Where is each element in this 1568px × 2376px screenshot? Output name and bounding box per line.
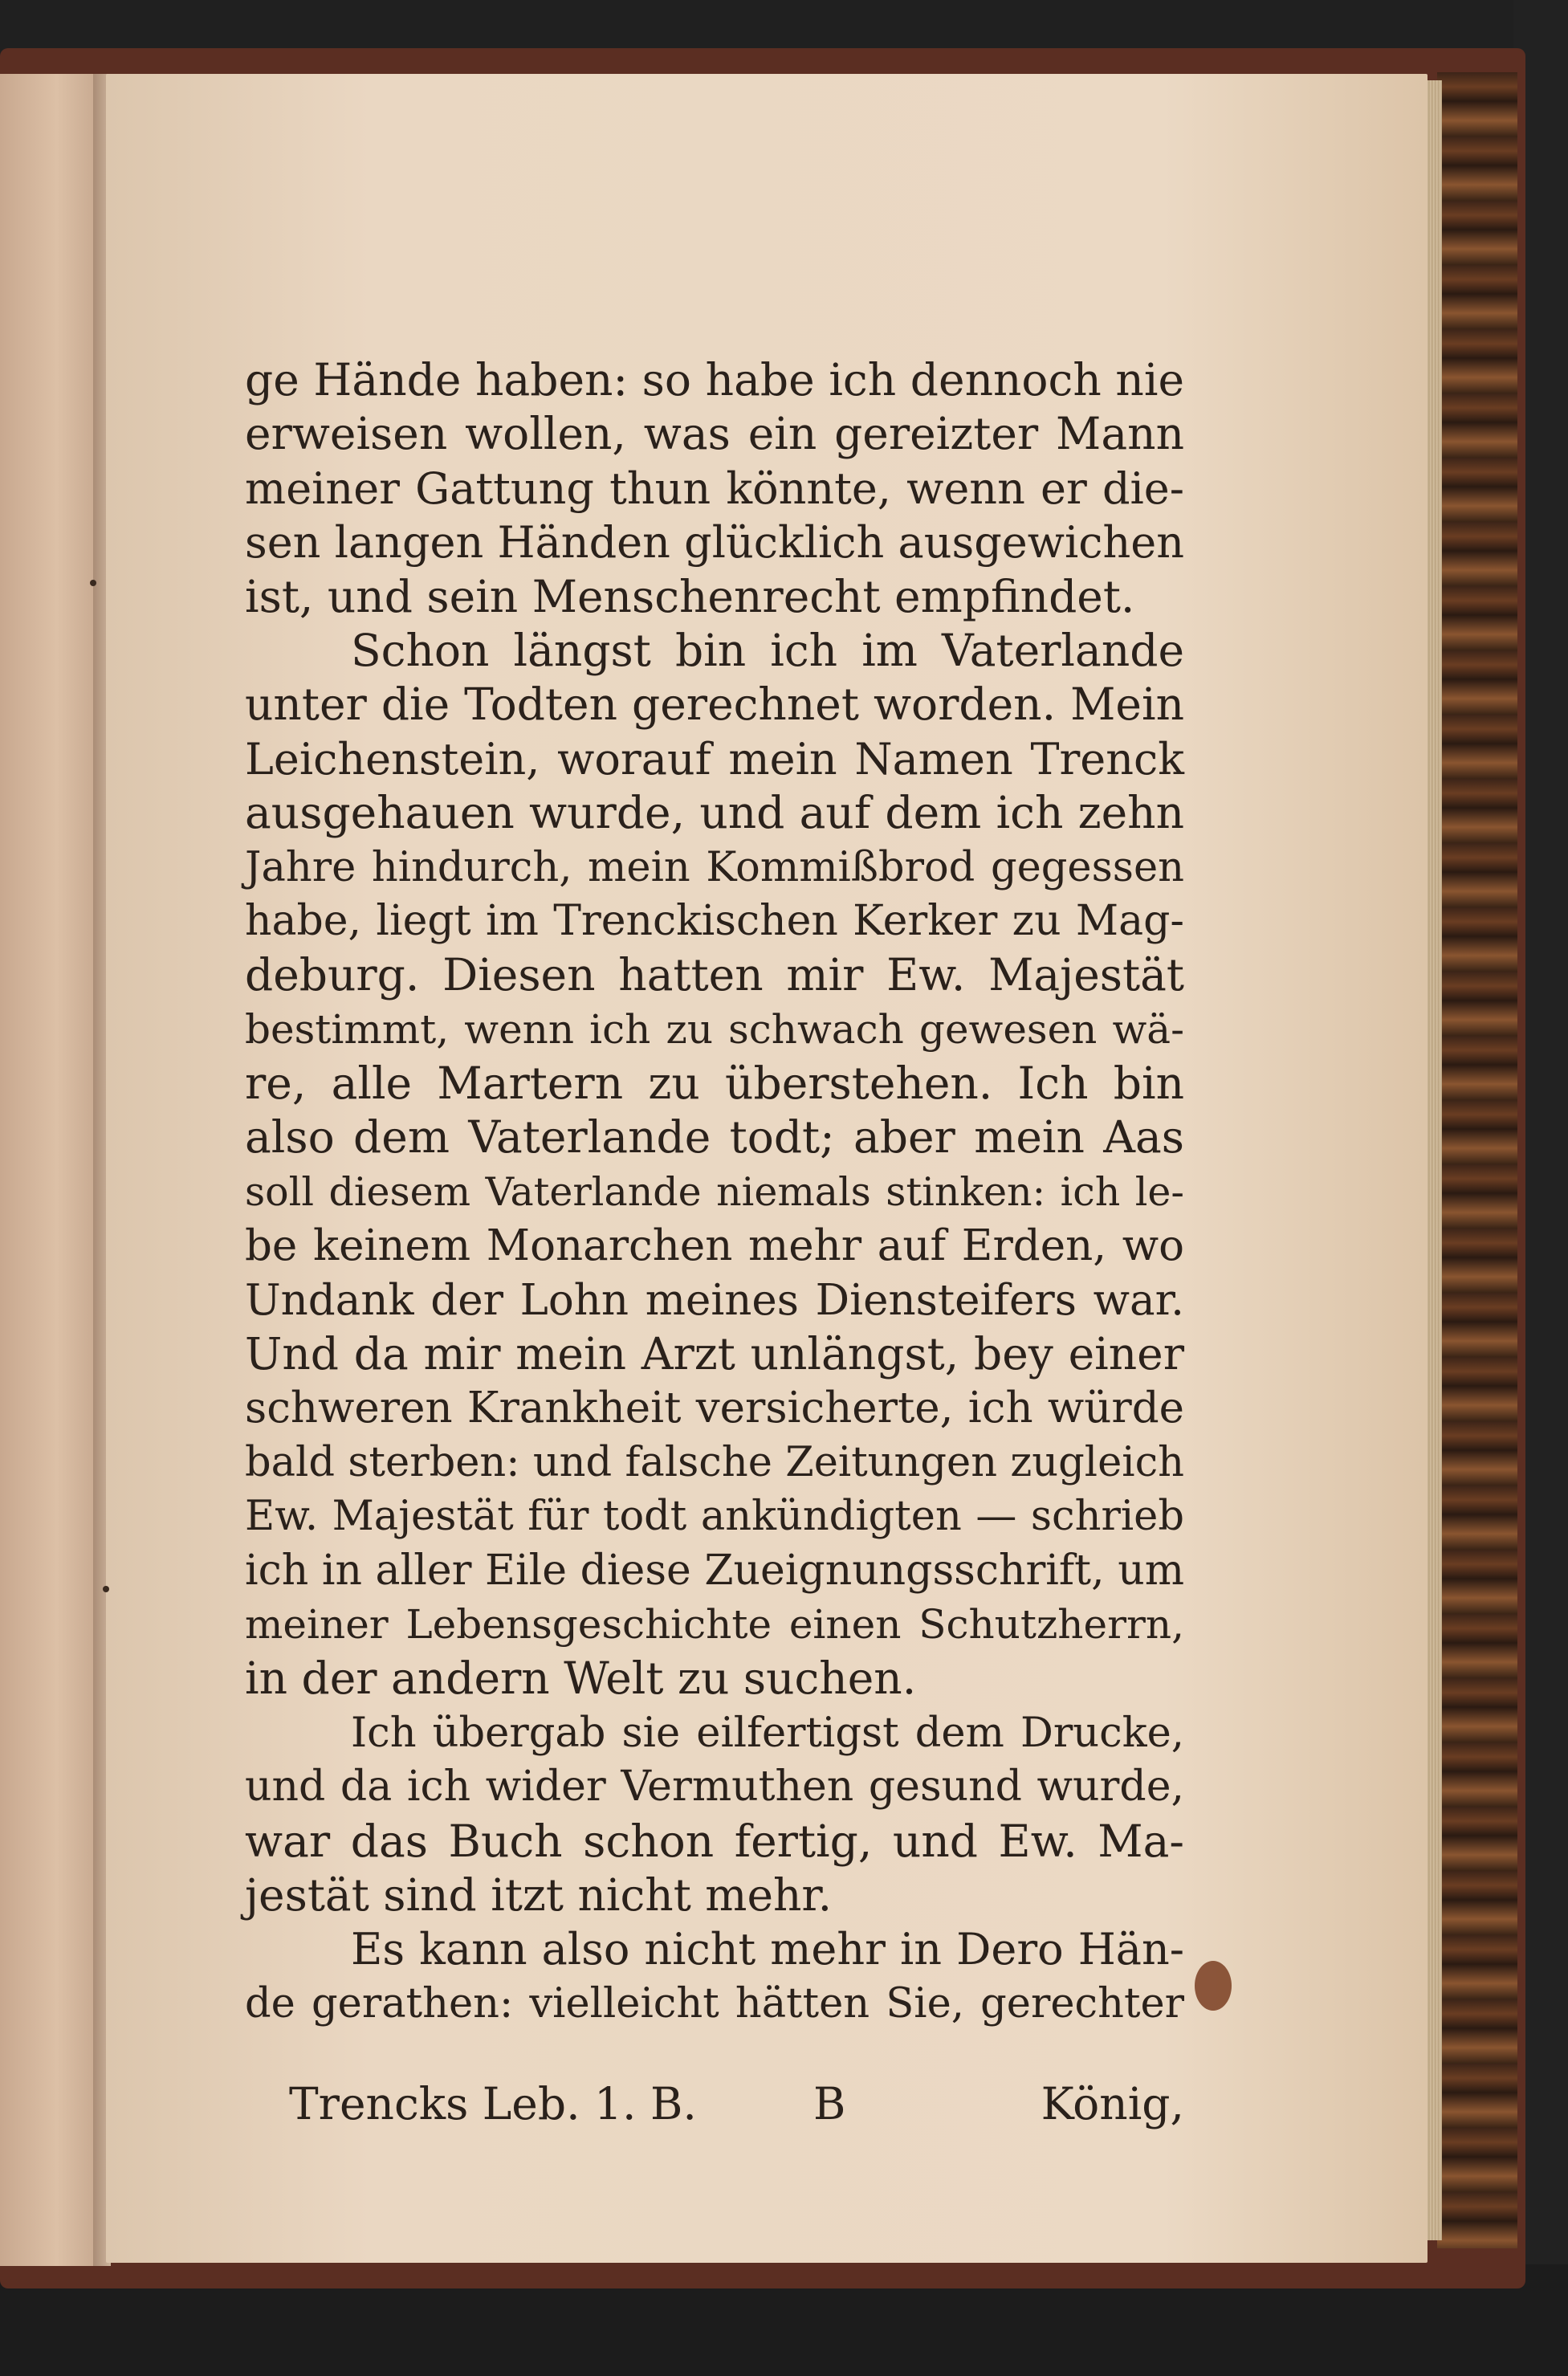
- running-head: Trencks Leb. 1. B.: [289, 2078, 697, 2129]
- text-line: schweren Krankheit versicherte, ich würde: [245, 1384, 1184, 1433]
- text-line: war das Buch schon fertig, und Ew. Ma-: [245, 1815, 1184, 1867]
- text-line: re, alle Martern zu überstehen. Ich bin: [245, 1058, 1184, 1110]
- text-line: be keinem Monarchen mehr auf Erden, wo: [245, 1221, 1184, 1271]
- text-line: also dem Vaterlande todt; aber mein Aas: [245, 1111, 1184, 1164]
- text-line: Jahre hindurch, mein Kommißbrod gegessen: [245, 843, 1184, 891]
- text-line: unter die Todten gerechnet worden. Mein: [245, 679, 1184, 731]
- margin-mark: [90, 580, 96, 586]
- text-line: Schon längst bin ich im Vaterlande: [351, 624, 1184, 676]
- text-line: meiner Lebensgeschichte einen Schutzherrn,: [245, 1600, 1184, 1648]
- text-line: ich in aller Eile diese Zueignungsschrift, um: [245, 1546, 1184, 1595]
- text-line: Undank der Lohn meines Diensteifers war.: [245, 1275, 1184, 1325]
- text-line: jestät sind itzt nicht mehr.: [245, 1869, 833, 1921]
- text-line: habe, liegt im Trenckischen Kerker zu Mag-: [245, 896, 1184, 945]
- left-page-edge: [0, 74, 95, 2266]
- text-line: de gerathen: vielleicht hätten Sie, gerechter: [245, 1979, 1184, 2028]
- text-line: soll diesem Vaterlande niemals stinken: ich le-: [245, 1168, 1184, 1215]
- marbled-cover-edge: [1437, 72, 1517, 2248]
- text-line: Ich übergab sie eilfertigst dem Drucke,: [351, 1709, 1184, 1757]
- text-line: Und da mir mein Arzt unlängst, bey einer: [245, 1328, 1184, 1380]
- text-line: Leichenstein, worauf mein Namen Trenck: [245, 733, 1184, 785]
- text-line: bestimmt, wenn ich zu schwach gewesen wä-: [245, 1005, 1184, 1053]
- body-text: [245, 353, 1184, 2031]
- catchword: König,: [1041, 2078, 1184, 2129]
- page-footer: [241, 2078, 1184, 2134]
- text-line: sen langen Händen glücklich ausgewichen: [245, 517, 1184, 569]
- text-line: meiner Gattung thun könnte, wenn er die-: [245, 463, 1184, 514]
- text-line: deburg. Diesen hatten mir Ew. Majestät: [245, 949, 1184, 1001]
- text-line: und da ich wider Vermuthen gesund wurde,: [245, 1763, 1184, 1812]
- text-line: ge Hände haben: so habe ich dennoch nie: [245, 354, 1184, 406]
- text-line: erweisen wollen, was ein gereizter Mann: [245, 408, 1184, 460]
- text-line: ist, und sein Menschenrecht empfindet.: [245, 570, 1135, 622]
- text-line: Ew. Majestät für todt ankündigten — schrieb: [245, 1493, 1184, 1541]
- text-line: Es kann also nicht mehr in Dero Hän-: [351, 1924, 1184, 1975]
- ink-stain: [1195, 1961, 1232, 2011]
- text-line: ausgehauen wurde, und auf dem ich zehn: [245, 787, 1184, 839]
- text-line: bald sterben: und falsche Zeitungen zugleich: [245, 1438, 1184, 1486]
- text-line: in der andern Welt zu suchen.: [245, 1653, 917, 1705]
- signature-mark: B: [813, 2078, 846, 2129]
- margin-mark: [103, 1586, 109, 1592]
